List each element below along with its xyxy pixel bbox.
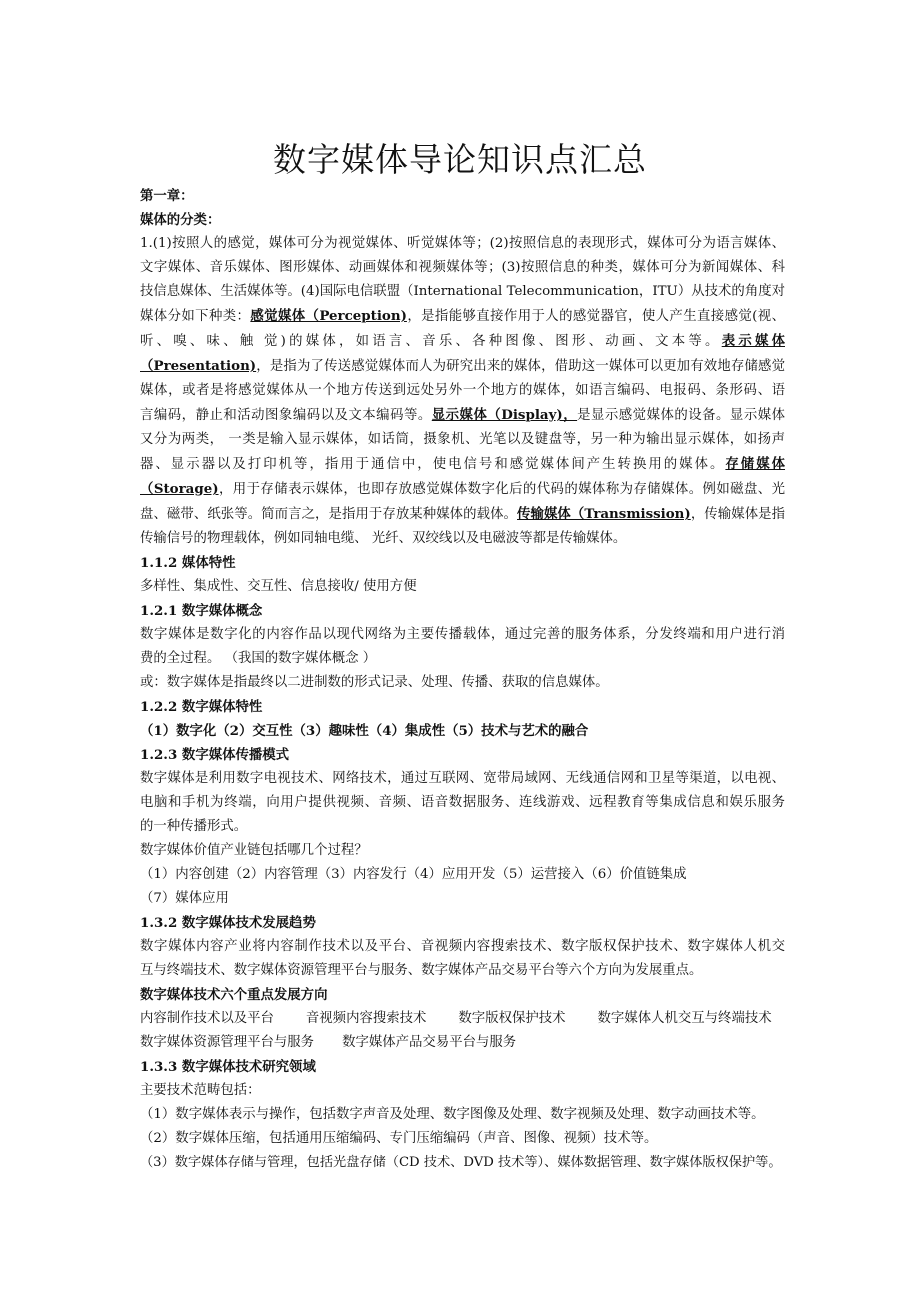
direction-item: 数字媒体人机交互与终端技术	[597, 1011, 772, 1026]
paragraph-line: 或：数字媒体是指最终以二进制数的形式记录、处理、传播、获取的信息媒体。	[140, 675, 609, 690]
section-heading-classification: 媒体的分类：	[140, 212, 221, 228]
chapter-heading: 第一章：	[140, 188, 194, 204]
paragraph-line: （1）数字化（2）交互性（3）趣味性（4）集成性（5）技术与艺术的融合	[140, 723, 589, 739]
term-transmission: 传输媒体（Transmission)	[517, 506, 691, 522]
text-segment: ，是指为了传送感觉媒体而人为研究出来的媒体，借助这一媒体可以更加有效地存储感觉	[256, 359, 785, 374]
text-segment: 是显示感觉媒体的设备。显示媒体	[577, 408, 786, 423]
paragraph-line: 数字媒体是数字化的内容作品以现代网络为主要传播载体，通过完善的服务体系，分发终端和用户进行消	[140, 627, 785, 642]
document-body	[140, 184, 785, 1175]
text-segment: 媒体分如下种类：	[140, 309, 251, 324]
paragraph-line: 多样性、集成性、交互性、信息接收/ 使用方便	[140, 579, 417, 594]
paragraph-line: （7）媒体应用	[140, 891, 229, 906]
paragraph-line: 主要技术范畴包括：	[140, 1083, 261, 1098]
text-segment: 器、显示器以及打印机等，指用于通信中，使电信号和感觉媒体间产生转换用的媒体。	[140, 457, 726, 472]
paragraph-line	[140, 403, 785, 428]
paragraph-line: 1.(1)按照人的感觉，媒体可分为视觉媒体、听觉媒体等；(2)按照信息的表现形式，媒体可分为语言媒体、	[140, 236, 785, 251]
text-segment: 盘、磁带、纸张等。简而言之，是指用于存放某种媒体的载体。	[140, 507, 518, 522]
text-segment: ，是指能够直接作用于人的感觉器官，使人产生直接感觉(视、	[406, 309, 785, 324]
section-heading-1-3-3: 1.3.3 数字媒体技术研究领域	[140, 1059, 316, 1075]
paragraph-line: （3）数字媒体存储与管理，包括光盘存储（CD 技术、DVD 技术等）、媒体数据管理、数字媒体版权保护等。	[140, 1155, 782, 1170]
term-presentation: 表示媒体	[721, 333, 785, 349]
paragraph-line: （1）数字媒体表示与操作，包括数字声音及处理、数字图像及处理、数字视频及处理、数字动画技术等。	[140, 1107, 765, 1122]
paragraph-line	[140, 354, 785, 379]
paragraph-line: 数字媒体是利用数字电视技术、网络技术，通过互联网、宽带局域网、无线通信网和卫星等渠道，以电视、	[140, 771, 785, 786]
direction-item: 数字媒体资源管理平台与服务	[140, 1035, 315, 1050]
term-perception: 感觉媒体（Perception)	[250, 308, 407, 324]
paragraph-line: 媒体，或者是将感觉媒体从一个地方传送到远处另外一个地方的媒体，如语言编码、电报码、条形码、语	[140, 383, 785, 398]
direction-item: 音视频内容搜索技术	[305, 1011, 427, 1026]
paragraph-line: （1）内容创建（2）内容管理（3）内容发行（4）应用开发（5）运营接入（6）价值链集成	[140, 867, 687, 882]
paragraph-line	[140, 477, 785, 502]
direction-item: 数字媒体产品交易平台与服务	[342, 1035, 517, 1050]
section-heading-six-directions: 数字媒体技术六个重点发展方向	[140, 987, 328, 1003]
directions-line	[140, 1031, 785, 1055]
text-segment: ，用于存储表示媒体，也即存放感觉媒体数字化后的代码的媒体称为存储媒体。例如磁盘、光	[218, 482, 785, 497]
section-heading-1-2-2: 1.2.2 数字媒体特性	[140, 699, 263, 715]
directions-line	[140, 1007, 785, 1031]
paragraph-line: 数字媒体内容产业将内容制作技术以及平台、音视频内容搜索技术、数字版权保护技术、数字媒体人机交	[140, 939, 785, 954]
paragraph-line	[140, 502, 785, 527]
paragraph-line: （2）数字媒体压缩，包括通用压缩编码、专门压缩编码（声音、图像、视频）技术等。	[140, 1131, 658, 1146]
paragraph-line: 又分为两类， 一类是输入显示媒体，如话筒，摄象机、光笔以及键盘等，另一种为输出显示媒体，如扬声	[140, 432, 785, 447]
section-heading-1-2-3: 1.2.3 数字媒体传播模式	[140, 747, 290, 763]
paragraph-line: 文字媒体、音乐媒体、图形媒体、动画媒体和视频媒体等；(3)按照信息的种类，媒体可分为新闻媒体、科	[140, 260, 785, 275]
paragraph-line	[140, 329, 785, 354]
section-heading-1-3-2: 1.3.2 数字媒体技术发展趋势	[140, 915, 316, 931]
section-heading-1-2-1: 1.2.1 数字媒体概念	[140, 603, 263, 619]
text-segment: ，传输媒体是指	[690, 507, 786, 522]
direction-item: 内容制作技术以及平台	[140, 1011, 274, 1026]
section-heading-1-1-2: 1.1.2 媒体特性	[140, 555, 236, 571]
paragraph-line: 的一种传播形式。	[140, 819, 248, 834]
paragraph-line: 技信息媒体、生活媒体等。(4)国际电信联盟（International Telecommunication，ITU）从技术的角度对	[140, 284, 785, 299]
term-presentation-en: （Presentation)	[140, 358, 257, 374]
text-segment: 言编码，静止和活动图象编码以及文本编码等。	[140, 408, 432, 423]
paragraph-line: 传输信号的物理载体，例如同轴电缆、 光纤、双绞线以及电磁波等都是传输媒体。	[140, 531, 627, 546]
direction-item: 数字版权保护技术	[458, 1011, 566, 1026]
paragraph-line	[140, 304, 785, 329]
term-storage: 存储媒体	[725, 456, 786, 472]
term-display: 显示媒体（Display)，	[431, 407, 578, 423]
paragraph-line	[140, 452, 785, 477]
document-title: 数字媒体导论知识点汇总	[273, 140, 647, 179]
text-segment: 听、嗅、味、触 觉)的媒体，如语言、音乐、各种图像、图形、动画、文本等。	[140, 334, 722, 349]
term-storage-en: （Storage)	[140, 481, 219, 497]
paragraph-line: 数字媒体价值产业链包括哪几个过程？	[140, 843, 368, 858]
paragraph-line: 电脑和手机为终端，向用户提供视频、音频、语音数据服务、连线游戏、远程教育等集成信息和娱乐服务	[140, 795, 785, 810]
paragraph-line: 互与终端技术、数字媒体资源管理平台与服务、数字媒体产品交易平台等六个方向为发展重点。	[140, 963, 703, 978]
paragraph-line: 费的全过程。 （我国的数字媒体概念 ）	[140, 651, 377, 666]
